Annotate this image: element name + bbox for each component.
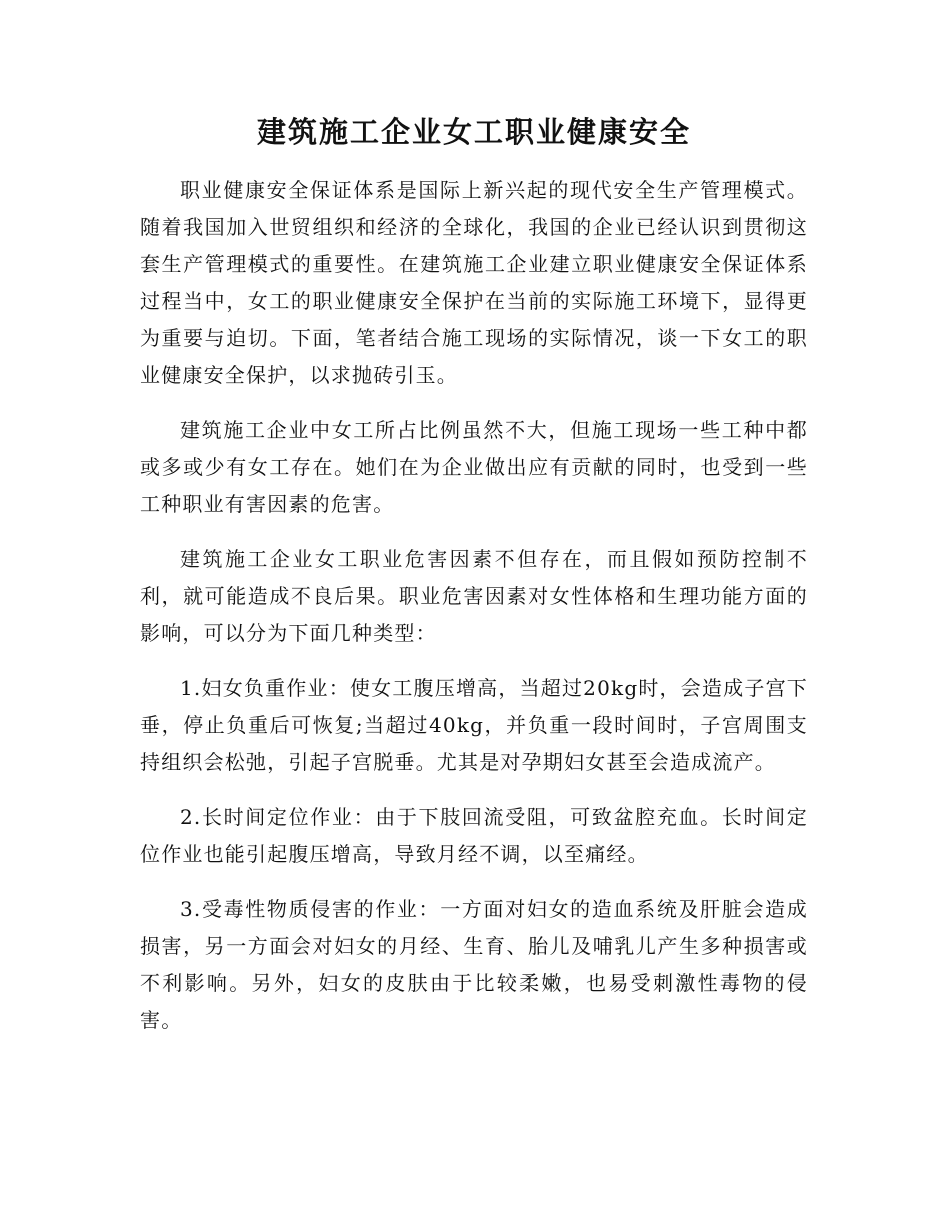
paragraph-hazard-factors: 建筑施工企业女工职业危害因素不但存在，而且假如预防控制不利，就可能造成不良后果。职业危害因素对女性体格和生理功能方面的影响，可以分为下面几种类型：: [140, 547, 808, 645]
paragraph-intro: 职业健康安全保证体系是国际上新兴起的现代安全生产管理模式。随着我国加入世贸组织和经济的全球化，我国的企业已经认识到贯彻这套生产管理模式的重要性。在建筑施工企业建立职业健康安全保证体系过程当中，女工的职业健康安全保护在当前的实际施工环境下，显得更为重要与迫切。下面，笔者结合施工现场的实际情况，谈一下女工的职业健康安全保护，以求抛砖引玉。: [140, 178, 808, 387]
document-page: [140, 112, 808, 1057]
paragraph-female-workers: 建筑施工企业中女工所占比例虽然不大，但施工现场一些工种中都或多或少有女工存在。她们在为企业做出应有贡献的同时，也受到一些工种职业有害因素的危害。: [140, 418, 808, 516]
paragraph-item-3: 3.受毒性物质侵害的作业：一方面对妇女的造血系统及肝脏会造成损害，另一方面会对妇女的月经、生育、胎儿及哺乳儿产生多种损害或不利影响。另外，妇女的皮肤由于比较柔嫩，也易受刺激性毒物的侵害。: [140, 897, 808, 1032]
paragraph-item-1: 1.妇女负重作业：使女工腹压增高，当超过20kg时，会造成子宫下垂，停止负重后可恢复;当超过40kg，并负重一段时间时，子宫周围支持组织会松弛，引起子宫脱垂。尤其是对孕期妇女甚至会造成流产。: [140, 676, 808, 774]
paragraph-item-2: 2.长时间定位作业：由于下肢回流受阻，可致盆腔充血。长时间定位作业也能引起腹压增高，导致月经不调，以至痛经。: [140, 805, 808, 866]
document-title: 建筑施工企业女工职业健康安全: [256, 115, 691, 149]
